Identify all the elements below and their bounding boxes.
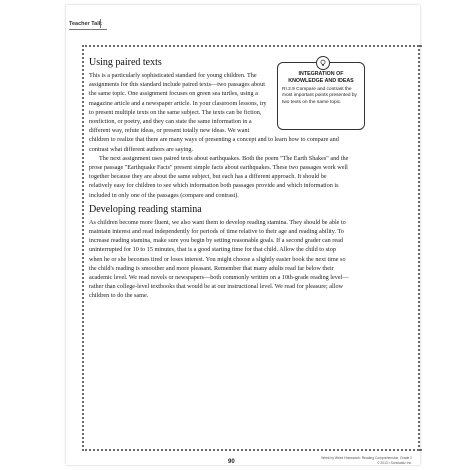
dotted-frame-right	[416, 45, 420, 451]
header-rule-vertical	[100, 19, 101, 28]
lightbulb-icon	[316, 56, 330, 70]
paragraph-paired-texts-2: The next assignment uses paired texts about earthquakes. Both the poem "The Earth Shakes" and the prose passage "Earthquake Facts" present simple facts about earthquakes. These two passages work well together because they are about the same subject, but each has a different approach. It should be relatively easy for children to see which information both passages provide and which information is included in only one of the passages (compare and contrast).	[89, 154, 349, 199]
paragraph-reading-stamina: As children become more fluent, we also want them to develop reading stamina. They should be able to maintain interest and read independently for periods of time relative to their age and reading ability. To increase reading stamina, make sure you begin by setting reasonable goals. If a second grader can read uninterrupted for 10 to 15 minutes, that is a good starting time for that child. Allow the child to stop when he or she becomes tired or loses interest. You might choose a slightly easier book the next time so the child's reading is smoother and more pleasant. Remember that many adults read far below their academic level. We read novels or newspapers—both commonly written on a 10th-grade reading level—rather than college-level textbooks that would be at our instructional level. We read for pleasure; allow children to do the same.	[89, 218, 349, 300]
footer-credit-copyright: © 2013 • Scholastic Inc.	[377, 460, 412, 465]
main-content	[89, 57, 357, 301]
box-title: INTEGRATION OF KNOWLEDGE AND IDEAS	[288, 71, 354, 84]
section-label: Teacher Talk	[69, 21, 102, 27]
page-number: 90	[228, 459, 235, 465]
footer-credit	[321, 456, 412, 465]
header-rule-horizontal	[69, 29, 107, 30]
paragraph-paired-texts-1: This is a particularly sophisticated standard for young children. The assignments for this standard include paired texts—two passages about the same topic. One assignment focuses on green sea turtles, using a magazine article and a newspaper article. In your classroom lessons, try to present multiple texts on the same subject. The texts can be fiction, nonfiction, or poetry, and they can state the same information in a different way, refute ideas, or present totally new ideas. We want children to realize that there are many ways of presenting a concept and to learn how to compare and contrast what different authors are saying.	[89, 72, 339, 153]
heading-reading-stamina: Developing reading stamina	[89, 203, 202, 215]
footer-credit-title: Week by Week Homework: Reading Comprehension, Grade 2	[321, 456, 412, 460]
standards-box	[277, 62, 365, 130]
heading-paired-texts: Using paired texts	[89, 57, 162, 68]
document-page	[66, 5, 420, 465]
box-standard-text: RI.2.9 Compare and contrast the most important points presented by two texts on the same topic.	[282, 87, 357, 105]
